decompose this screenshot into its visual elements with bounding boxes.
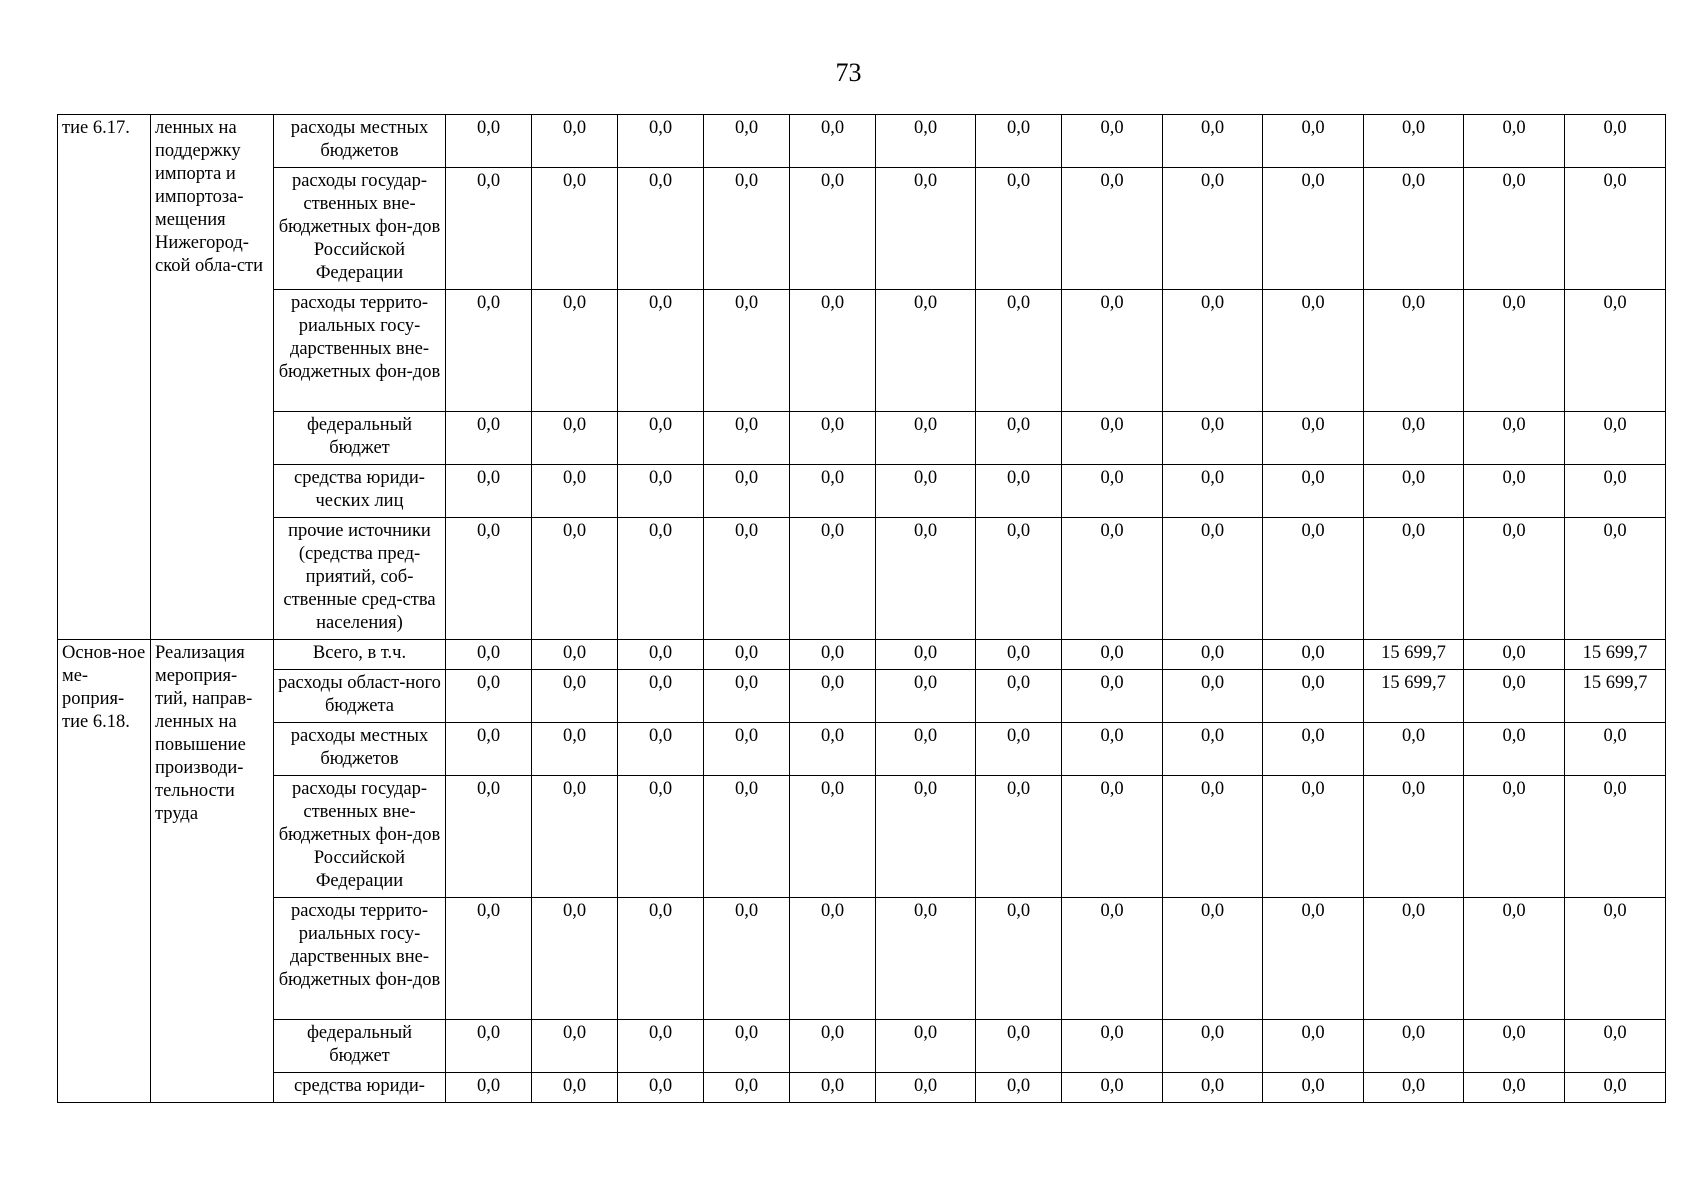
value-cell: 0,0 — [1062, 290, 1163, 412]
value-cell: 0,0 — [976, 1073, 1062, 1103]
value-cell: 0,0 — [1163, 168, 1263, 290]
value-cell: 0,0 — [532, 1073, 618, 1103]
value-cell: 0,0 — [532, 412, 618, 465]
value-cell: 0,0 — [976, 640, 1062, 670]
value-cell: 0,0 — [1163, 898, 1263, 1020]
activity-code-cell: тие 6.17. — [58, 115, 151, 640]
value-cell: 0,0 — [704, 670, 790, 723]
table-row — [58, 518, 1666, 640]
value-cell: 0,0 — [876, 518, 976, 640]
table-row — [58, 723, 1666, 776]
funding-source-cell: федеральный бюджет — [274, 1020, 446, 1073]
value-cell: 0,0 — [446, 670, 532, 723]
value-cell: 0,0 — [1062, 898, 1163, 1020]
value-cell: 0,0 — [1464, 1020, 1565, 1073]
table-row — [58, 640, 1666, 670]
value-cell: 0,0 — [618, 723, 704, 776]
value-cell: 0,0 — [1565, 898, 1666, 1020]
page-number: 73 — [835, 58, 862, 87]
value-cell: 0,0 — [1062, 1020, 1163, 1073]
value-cell: 0,0 — [1364, 1020, 1464, 1073]
value-cell: 0,0 — [704, 1073, 790, 1103]
value-cell: 0,0 — [618, 465, 704, 518]
value-cell: 0,0 — [1364, 465, 1464, 518]
value-cell: 0,0 — [446, 776, 532, 898]
value-cell: 0,0 — [704, 168, 790, 290]
value-cell: 0,0 — [446, 115, 532, 168]
value-cell: 0,0 — [446, 723, 532, 776]
value-cell: 0,0 — [1263, 168, 1364, 290]
value-cell: 0,0 — [446, 518, 532, 640]
value-cell: 0,0 — [532, 776, 618, 898]
value-cell: 0,0 — [1263, 640, 1364, 670]
value-cell: 15 699,7 — [1364, 640, 1464, 670]
value-cell: 0,0 — [1565, 1073, 1666, 1103]
value-cell: 0,0 — [790, 115, 876, 168]
value-cell: 0,0 — [1464, 640, 1565, 670]
value-cell: 0,0 — [1263, 723, 1364, 776]
value-cell: 0,0 — [1464, 465, 1565, 518]
value-cell: 0,0 — [790, 898, 876, 1020]
value-cell: 0,0 — [1062, 412, 1163, 465]
value-cell: 0,0 — [1263, 898, 1364, 1020]
value-cell: 0,0 — [1263, 290, 1364, 412]
value-cell: 0,0 — [976, 898, 1062, 1020]
value-cell: 0,0 — [1062, 1073, 1163, 1103]
value-cell: 0,0 — [446, 412, 532, 465]
value-cell: 15 699,7 — [1565, 640, 1666, 670]
value-cell: 0,0 — [704, 640, 790, 670]
activity-name-cell: ленных на поддержку импорта и импортоза-мещения Нижегород-ской обла-сти — [151, 115, 274, 640]
value-cell: 0,0 — [1464, 776, 1565, 898]
value-cell: 0,0 — [704, 898, 790, 1020]
value-cell: 0,0 — [1364, 518, 1464, 640]
value-cell: 0,0 — [1263, 1020, 1364, 1073]
value-cell: 0,0 — [618, 290, 704, 412]
value-cell: 0,0 — [1163, 1020, 1263, 1073]
value-cell: 0,0 — [876, 1020, 976, 1073]
value-cell: 0,0 — [1464, 670, 1565, 723]
value-cell: 0,0 — [1062, 776, 1163, 898]
value-cell: 0,0 — [1565, 290, 1666, 412]
value-cell: 0,0 — [1364, 412, 1464, 465]
value-cell: 0,0 — [876, 640, 976, 670]
funding-source-cell: средства юриди-ческих лиц — [274, 465, 446, 518]
value-cell: 0,0 — [1565, 723, 1666, 776]
funding-source-cell: расходы государ-ственных вне-бюджетных фон-дов Российской Федерации — [274, 168, 446, 290]
value-cell: 0,0 — [876, 290, 976, 412]
value-cell: 0,0 — [790, 723, 876, 776]
value-cell: 0,0 — [1565, 115, 1666, 168]
value-cell: 0,0 — [618, 640, 704, 670]
value-cell: 0,0 — [1364, 1073, 1464, 1103]
value-cell: 0,0 — [618, 776, 704, 898]
table-row — [58, 412, 1666, 465]
value-cell: 0,0 — [1163, 412, 1263, 465]
table-row — [58, 670, 1666, 723]
value-cell: 0,0 — [704, 115, 790, 168]
value-cell: 0,0 — [704, 465, 790, 518]
table-row — [58, 1020, 1666, 1073]
value-cell: 0,0 — [1565, 1020, 1666, 1073]
value-cell: 0,0 — [704, 1020, 790, 1073]
value-cell: 0,0 — [976, 412, 1062, 465]
value-cell: 0,0 — [976, 776, 1062, 898]
value-cell: 0,0 — [618, 412, 704, 465]
value-cell: 0,0 — [704, 290, 790, 412]
value-cell: 0,0 — [1263, 670, 1364, 723]
value-cell: 0,0 — [446, 290, 532, 412]
value-cell: 0,0 — [1464, 723, 1565, 776]
value-cell: 0,0 — [446, 168, 532, 290]
value-cell: 0,0 — [1163, 465, 1263, 518]
value-cell: 0,0 — [790, 465, 876, 518]
value-cell: 0,0 — [1464, 168, 1565, 290]
value-cell: 0,0 — [790, 518, 876, 640]
value-cell: 0,0 — [446, 640, 532, 670]
value-cell: 0,0 — [532, 465, 618, 518]
value-cell: 0,0 — [1364, 168, 1464, 290]
funding-source-cell: федеральный бюджет — [274, 412, 446, 465]
value-cell: 0,0 — [1062, 518, 1163, 640]
value-cell: 0,0 — [1062, 465, 1163, 518]
value-cell: 0,0 — [1364, 898, 1464, 1020]
value-cell: 0,0 — [532, 670, 618, 723]
value-cell: 0,0 — [618, 1073, 704, 1103]
value-cell: 0,0 — [618, 898, 704, 1020]
value-cell: 0,0 — [790, 640, 876, 670]
funding-source-cell: расходы террито-риальных госу-дарственных вне-бюджетных фон-дов — [274, 290, 446, 412]
value-cell: 0,0 — [876, 115, 976, 168]
value-cell: 0,0 — [1464, 518, 1565, 640]
table-row — [58, 776, 1666, 898]
activity-name-cell: Реализация мероприя-тий, направ-ленных на повышение производи-тельности труда — [151, 640, 274, 1103]
table-row — [58, 1073, 1666, 1103]
funding-source-cell: прочие источники (средства пред-приятий, соб-ственные сред-ства населения) — [274, 518, 446, 640]
value-cell: 0,0 — [1263, 115, 1364, 168]
table-row — [58, 290, 1666, 412]
value-cell: 0,0 — [976, 518, 1062, 640]
value-cell: 0,0 — [976, 290, 1062, 412]
value-cell: 0,0 — [1364, 290, 1464, 412]
value-cell: 0,0 — [976, 115, 1062, 168]
value-cell: 0,0 — [618, 1020, 704, 1073]
value-cell: 0,0 — [1263, 776, 1364, 898]
value-cell: 0,0 — [976, 168, 1062, 290]
value-cell: 0,0 — [1364, 115, 1464, 168]
value-cell: 0,0 — [1163, 290, 1263, 412]
value-cell: 0,0 — [1263, 412, 1364, 465]
value-cell: 0,0 — [1565, 776, 1666, 898]
value-cell: 0,0 — [1565, 465, 1666, 518]
value-cell: 0,0 — [618, 115, 704, 168]
value-cell: 0,0 — [1163, 1073, 1263, 1103]
value-cell: 0,0 — [1062, 115, 1163, 168]
value-cell: 0,0 — [790, 670, 876, 723]
value-cell: 0,0 — [532, 1020, 618, 1073]
value-cell: 0,0 — [1565, 412, 1666, 465]
value-cell: 0,0 — [876, 723, 976, 776]
value-cell: 0,0 — [532, 640, 618, 670]
value-cell: 0,0 — [532, 168, 618, 290]
value-cell: 0,0 — [876, 1073, 976, 1103]
value-cell: 0,0 — [532, 723, 618, 776]
value-cell: 0,0 — [704, 412, 790, 465]
value-cell: 0,0 — [876, 670, 976, 723]
funding-source-cell: расходы террито-риальных госу-дарственных вне-бюджетных фон-дов — [274, 898, 446, 1020]
value-cell: 0,0 — [1464, 412, 1565, 465]
value-cell: 0,0 — [876, 412, 976, 465]
value-cell: 0,0 — [976, 670, 1062, 723]
financing-table — [57, 114, 1666, 1103]
value-cell: 0,0 — [1163, 723, 1263, 776]
table-row — [58, 115, 1666, 168]
funding-source-cell: расходы област-ного бюджета — [274, 670, 446, 723]
value-cell: 0,0 — [532, 115, 618, 168]
value-cell: 0,0 — [704, 518, 790, 640]
value-cell: 0,0 — [1062, 670, 1163, 723]
value-cell: 0,0 — [1163, 640, 1263, 670]
value-cell: 0,0 — [876, 776, 976, 898]
value-cell: 0,0 — [1263, 518, 1364, 640]
value-cell: 0,0 — [618, 518, 704, 640]
value-cell: 0,0 — [1464, 1073, 1565, 1103]
value-cell: 0,0 — [1062, 640, 1163, 670]
value-cell: 0,0 — [1062, 723, 1163, 776]
value-cell: 0,0 — [790, 290, 876, 412]
value-cell: 0,0 — [446, 898, 532, 1020]
value-cell: 0,0 — [704, 776, 790, 898]
value-cell: 0,0 — [1263, 1073, 1364, 1103]
value-cell: 0,0 — [1565, 168, 1666, 290]
value-cell: 0,0 — [790, 168, 876, 290]
value-cell: 0,0 — [1263, 465, 1364, 518]
funding-source-cell: Всего, в т.ч. — [274, 640, 446, 670]
value-cell: 0,0 — [1364, 723, 1464, 776]
funding-source-cell: расходы местных бюджетов — [274, 115, 446, 168]
value-cell: 0,0 — [1163, 518, 1263, 640]
value-cell: 0,0 — [790, 412, 876, 465]
value-cell: 0,0 — [704, 723, 790, 776]
value-cell: 0,0 — [446, 1073, 532, 1103]
value-cell: 0,0 — [976, 465, 1062, 518]
value-cell: 0,0 — [1163, 776, 1263, 898]
value-cell: 0,0 — [876, 465, 976, 518]
value-cell: 0,0 — [876, 898, 976, 1020]
value-cell: 0,0 — [790, 776, 876, 898]
funding-source-cell: расходы местных бюджетов — [274, 723, 446, 776]
activity-code-cell: Основ-ное ме-роприя-тие 6.18. — [58, 640, 151, 1103]
value-cell: 15 699,7 — [1364, 670, 1464, 723]
value-cell: 0,0 — [1163, 670, 1263, 723]
value-cell: 0,0 — [532, 518, 618, 640]
value-cell: 0,0 — [1565, 518, 1666, 640]
value-cell: 0,0 — [618, 168, 704, 290]
value-cell: 0,0 — [1364, 776, 1464, 898]
value-cell: 0,0 — [976, 723, 1062, 776]
value-cell: 0,0 — [446, 1020, 532, 1073]
value-cell: 0,0 — [976, 1020, 1062, 1073]
value-cell: 0,0 — [790, 1020, 876, 1073]
value-cell: 15 699,7 — [1565, 670, 1666, 723]
value-cell: 0,0 — [790, 1073, 876, 1103]
value-cell: 0,0 — [876, 168, 976, 290]
funding-source-cell: расходы государ-ственных вне-бюджетных фон-дов Российской Федерации — [274, 776, 446, 898]
value-cell: 0,0 — [618, 670, 704, 723]
value-cell: 0,0 — [1464, 898, 1565, 1020]
value-cell: 0,0 — [1464, 290, 1565, 412]
table-row — [58, 465, 1666, 518]
table-row — [58, 898, 1666, 1020]
funding-source-cell: средства юриди- — [274, 1073, 446, 1103]
value-cell: 0,0 — [1464, 115, 1565, 168]
value-cell: 0,0 — [1163, 115, 1263, 168]
value-cell: 0,0 — [1062, 168, 1163, 290]
value-cell: 0,0 — [532, 290, 618, 412]
table-row — [58, 168, 1666, 290]
value-cell: 0,0 — [446, 465, 532, 518]
value-cell: 0,0 — [532, 898, 618, 1020]
